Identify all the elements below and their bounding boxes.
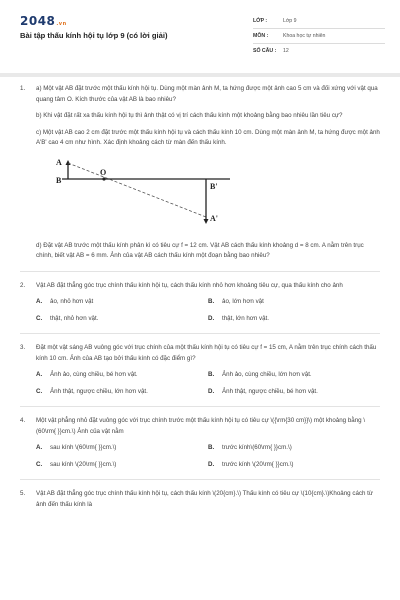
option-text: Ảnh thật, ngược chiều, lớn hơn vật.	[50, 387, 148, 395]
option-c[interactable]	[36, 387, 208, 398]
lens-diagram	[20, 155, 380, 237]
question-divider	[20, 406, 380, 407]
question-5	[20, 489, 380, 510]
meta-row-class	[253, 14, 385, 29]
option-b[interactable]	[208, 370, 380, 381]
option-letter: D.	[208, 314, 215, 322]
option-letter: D.	[208, 460, 215, 468]
optical-center-dot	[102, 177, 105, 180]
label-a: A	[56, 157, 62, 167]
label-b: B	[56, 175, 62, 185]
question-text: Vật AB đặt thẳng góc trục chính thấu kính hội tụ, cách thấu kính \(20{cm}.\) Thấu kính có tiêu cự \(10{cm}.\)Khoảng cách từ ảnh đến thấu kính là	[36, 490, 373, 508]
light-ray	[68, 163, 206, 217]
option-a[interactable]	[36, 443, 208, 454]
option-letter: D.	[208, 387, 215, 395]
meta-value: 12	[283, 48, 289, 54]
option-text: Ảnh ảo, cùng chiều, bé hơn vật.	[50, 371, 138, 378]
option-text: sau kính \(60\rm{ }}cm.\)	[50, 444, 117, 451]
question-part-c: c) Một vật AB cao 2 cm đặt trước một thấu kính hội tụ và cách thấu kính 10 cm. Dùng một màn ảnh M, ta hứng được một ảnh A'B' cao 4 cm như hình. Xác định khoảng cách từ màn đến thấu kính.	[36, 128, 380, 146]
option-text: thật, nhỏ hơn vật.	[50, 314, 99, 322]
meta-value: Lớp 9	[283, 18, 297, 24]
logo-text: 2048	[20, 14, 56, 28]
page-header	[0, 0, 400, 70]
question-number: 5.	[20, 490, 26, 497]
question-1	[20, 84, 380, 262]
meta-table	[253, 14, 385, 58]
lens-diagram-svg	[20, 155, 380, 237]
option-text: ảo, nhỏ hơn vật	[50, 298, 94, 305]
site-logo[interactable]	[20, 14, 67, 28]
option-letter: B.	[208, 444, 215, 451]
question-number: 4.	[20, 417, 26, 424]
option-d[interactable]	[208, 314, 380, 325]
question-2	[20, 281, 380, 325]
option-text: trước kính\(60\rm{ }}cm.\)	[222, 444, 292, 451]
option-letter: B.	[208, 371, 215, 378]
option-letter: B.	[208, 298, 215, 305]
option-c[interactable]	[36, 314, 208, 325]
question-part-a: a) Một vật AB đặt trước một thấu kính hội tụ. Dùng một màn ảnh M, ta hứng được một ảnh cao 5 cm và đối xứng với vật qua quang tâm O. Kích thước của vật AB là bao nhiêu?	[36, 85, 378, 103]
option-letter: A.	[36, 298, 43, 305]
question-divider	[20, 479, 380, 480]
option-text: Ảnh ảo, cùng chiều, lớn hơn vật.	[222, 371, 312, 378]
answer-options	[36, 370, 380, 397]
answer-options	[36, 297, 380, 324]
meta-row-count	[253, 44, 385, 58]
option-text: Ảnh thật, ngược chiều, bé hơn vật.	[222, 387, 318, 395]
question-list	[20, 84, 380, 516]
question-number: 1.	[20, 85, 26, 92]
logo-suffix: .vn	[56, 21, 67, 27]
option-d[interactable]	[208, 387, 380, 398]
question-part-b: b) Khi vật đặt rất xa thấu kính hội tụ thì ảnh thật có vị trí cách thấu kính một khoảng bằng bao nhiêu lần tiêu cự?	[36, 112, 343, 119]
page-title: Bài tập thấu kính hội tụ lớp 9 (có lời giải)	[20, 31, 168, 40]
option-text: ảo, lớn hơn vật	[222, 298, 264, 305]
meta-key: SỐ CÂU :	[253, 48, 277, 54]
label-b-prime: B'	[210, 181, 218, 191]
question-text: Vật AB đặt thẳng góc trục chính thấu kính hội tụ, cách thấu kính nhỏ hơn khoảng tiêu cự, qua thấu kính cho ảnh	[36, 281, 343, 289]
option-letter: C.	[36, 460, 43, 468]
option-c[interactable]	[36, 460, 208, 471]
question-divider	[20, 271, 380, 272]
question-4	[20, 416, 380, 470]
option-d[interactable]	[208, 460, 380, 471]
option-letter: A.	[36, 371, 43, 378]
option-letter: C.	[36, 314, 43, 322]
option-letter: A.	[36, 444, 43, 451]
option-text: thật, lớn hơn vật.	[222, 314, 269, 322]
question-divider	[20, 333, 380, 334]
option-text: sau kính \(20\rm{ }}cm.\)	[50, 460, 117, 468]
image-arrowhead	[204, 219, 209, 224]
label-a-prime: A'	[210, 213, 218, 223]
meta-value: Khoa học tự nhiên	[283, 33, 326, 39]
question-number: 3.	[20, 344, 26, 351]
meta-key: LỚP :	[253, 18, 268, 24]
option-b[interactable]	[208, 297, 380, 308]
header-divider	[0, 73, 400, 77]
option-b[interactable]	[208, 443, 380, 454]
option-text: trước kính \(20\rm{ }}cm.\)	[222, 460, 294, 468]
answer-options	[36, 443, 380, 470]
question-text: Một vật phẳng nhỏ đặt vuông góc với trục chính trước một thấu kính hội tụ có tiêu cự \({\rm{30 cm}}\) một khoảng bằng \(60\rm{ }}cm.\) Ảnh của vật nằm	[36, 417, 366, 435]
question-part-d: d) Đặt vật AB trước một thấu kính phân kì có tiêu cự f = 12 cm. Vật AB cách thấu kính khoảng d = 8 cm. A nằm trên trục chính, biết vật AB = 6 mm. Ảnh của vật AB cách thấu kính một đoạn bằng bao nhiêu?	[36, 241, 364, 259]
question-number: 2.	[20, 281, 26, 289]
label-o: O	[100, 167, 107, 177]
meta-key: MÔN :	[253, 33, 269, 39]
option-a[interactable]	[36, 297, 208, 308]
option-a[interactable]	[36, 370, 208, 381]
question-text: Đặt một vật sáng AB vuông góc với trục chính của một thấu kính hội tụ có tiêu cự f = 15 cm, A nằm trên trục chính cách thấu kính 10 cm. Ảnh của AB tạo bởi thấu kính có đặc điểm gì?	[36, 344, 377, 362]
object-arrowhead	[66, 160, 71, 165]
option-letter: C.	[36, 387, 43, 395]
meta-row-subject	[253, 29, 385, 44]
question-3	[20, 343, 380, 397]
